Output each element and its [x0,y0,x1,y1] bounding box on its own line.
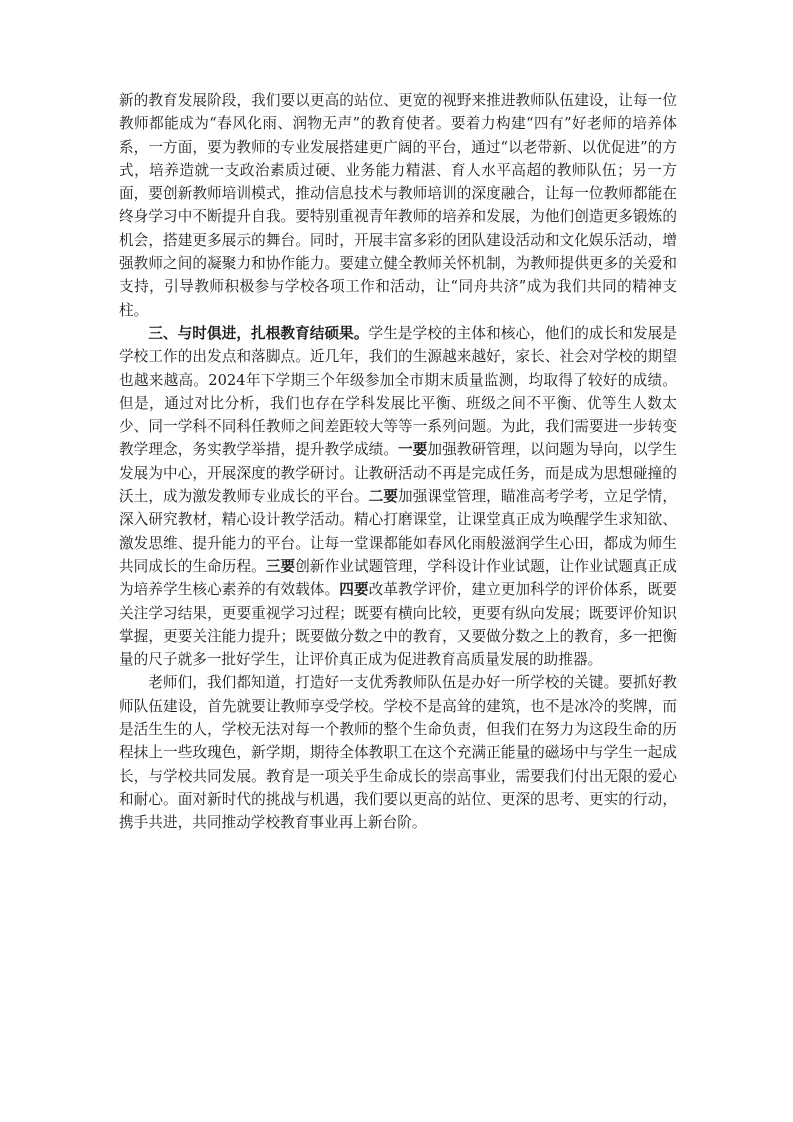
paragraph-text: 创新作业试题管理，学科设计作业试题，让作业试题真正成为培养学生核心素养的有效载体。 [119,557,677,599]
document-page [119,89,677,835]
section-heading: 三、与时俱进，扎根教育结硕果。 [148,324,369,342]
body-paragraph-3 [119,671,677,834]
point-marker-2: 二要 [368,488,399,506]
paragraph-text: 加强教研管理，以问题为导向，以学生发展为中心，开展深度的教学研讨。让教研活动不再是完成任务，而是成为思想碰撞的沃土，成为激发教师专业成长的平台。 [119,441,677,506]
body-paragraph-2 [119,322,677,671]
paragraph-text: 改革教学评价，建立更加科学的评价体系，既要关注学习结果，更要重视学习过程；既要有横向比较，更要有纵向发展；既要评价知识掌握，更要关注能力提升；既要做分数之中的教育，又要做分数之上的教育，多一把衡量的尺子就多一批好学生，让评价真正成为促进教育高质量发展的助推器。 [119,581,677,669]
body-paragraph-1 [119,89,677,322]
paragraph-text: 加强课堂管理，瞄准高考学考，立足学情，深入研究教材，精心设计教学活动。精心打磨课堂，让课堂真正成为唤醒学生求知欲、激发思维、提升能力的平台。让每一堂课都能如春风化雨般滋润学生心田，都成为师生共同成长的生命历程。 [119,488,678,575]
point-marker-3: 三要 [265,557,296,575]
point-marker-1: 一要 [398,441,428,459]
paragraph-text: 新的教育发展阶段，我们要以更高的站位、更宽的视野来推进教师队伍建设，让每一位教师都能成为“春风化雨、润物无声”的教育使者。要着力构建“四有”好老师的培养体系，一方面，要为教师的专业发展搭建更广阔的平台，通过“以老带新、以优促进”的方式，培养造就一支政治素质过硬、业务能力精湛、育人水平高超的教师队伍；另一方面，要创新教师培训模式，推动信息技术与教师培训的深度融合，让每一位教师都能在终身学习中不断提升自我。要特别重视青年教师的培养和发展，为他们创造更多锻炼的机会，搭建更多展示的舞台。同时，开展丰富多彩的团队建设活动和文化娱乐活动，增强教师之间的凝聚力和协作能力。要建立健全教师关怀机制，为教师提供更多的关爱和支持，引导教师积极参与学校各项工作和活动，让“同舟共济”成为我们共同的精神支柱。 [119,92,677,319]
paragraph-text: 老师们，我们都知道，打造好一支优秀教师队伍是办好一所学校的关键。要抓好教师队伍建设，首先就要让教师享受学校。学校不是高耸的建筑，也不是冰冷的奖牌，而是活生生的人，学校无法对每一个教师的整个生命负责，但我们在努力为这段生命的历程抹上一些玫瑰色，新学期，期待全体教职工在这个充满正能量的磁场中与学生一起成长，与学校共同发展。教育是一项关乎生命成长的崇高事业，需要我们付出无限的爱心和耐心。面对新时代的挑战与机遇，我们要以更高的站位、更深的思考、更实的行动，携手共进，共同推动学校教育事业再上新台阶。 [119,674,677,832]
paragraph-text: 学生是学校的主体和核心，他们的成长和发展是学校工作的出发点和落脚点。近几年，我们的生源越来越好，家长、社会对学校的期望也越来越高。2024年下学期三个年级参加全市期末质量监测，均取得了较好的成绩。但是，通过对比分析，我们也存在学科发展比平衡、班级之间不平衡、优等生人数太少、同一学科不同科任教师之间差距较大等等一系列问题。为此，我们需要进一步转变教学理念，务实教学举措，提升教学成绩。 [119,324,677,459]
point-marker-4: 四要 [339,581,369,599]
